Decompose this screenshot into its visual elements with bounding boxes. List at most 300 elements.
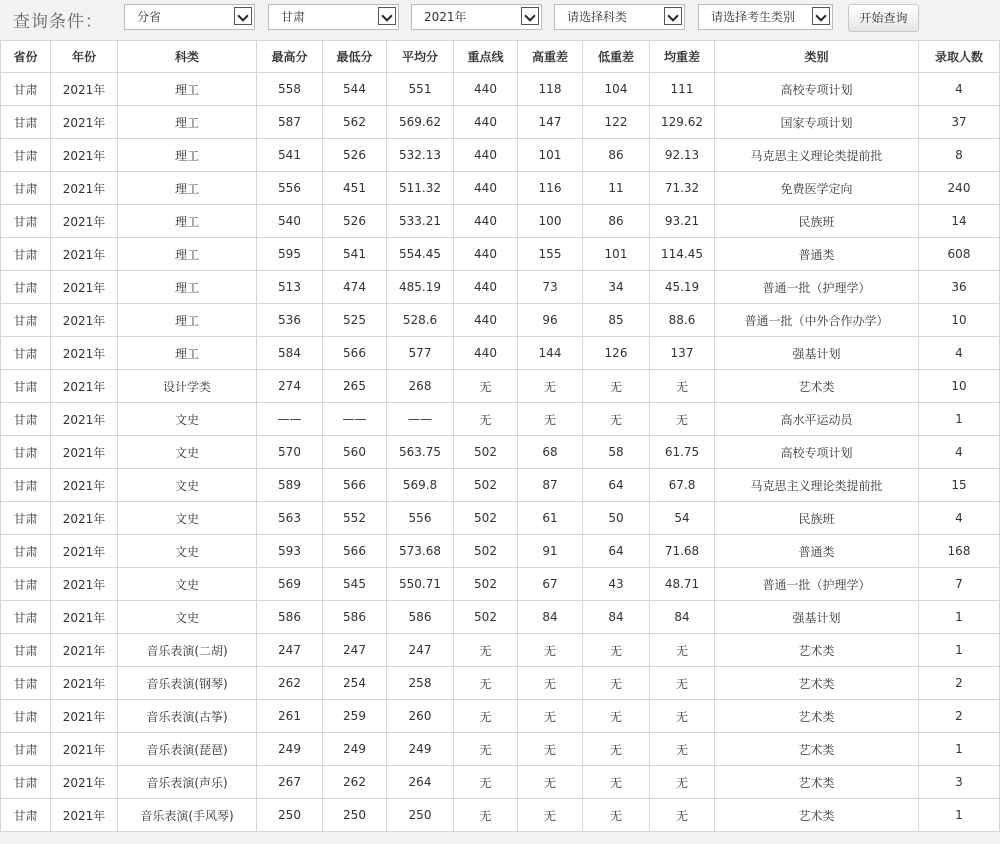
table-row (1, 667, 999, 699)
cell-high-diff: 无 (518, 370, 582, 402)
table-header (1, 41, 999, 72)
subject-select-value: 请选择科类 (567, 10, 628, 24)
cell-min-score: 249 (323, 733, 386, 765)
cell-subject: 音乐表演(二胡) (118, 634, 256, 666)
cell-admitted-count: 14 (919, 205, 999, 237)
cell-admitted-count: 2 (919, 700, 999, 732)
cell-subject: 文史 (118, 535, 256, 567)
cell-high-diff: 68 (518, 436, 582, 468)
cell-year: 2021年 (51, 73, 117, 105)
cell-category: 高水平运动员 (715, 403, 918, 435)
table-row (1, 733, 999, 765)
cell-year: 2021年 (51, 700, 117, 732)
cell-province: 甘肃 (1, 238, 50, 270)
cell-key-line: 无 (454, 700, 517, 732)
cell-min-score: 526 (323, 139, 386, 171)
cell-province: 甘肃 (1, 799, 50, 831)
cell-max-score: 274 (257, 370, 322, 402)
cell-avg-score: 586 (387, 601, 453, 633)
cell-admitted-count: 1 (919, 403, 999, 435)
cell-high-diff: 无 (518, 700, 582, 732)
table-row (1, 172, 999, 204)
cell-avg-score: 554.45 (387, 238, 453, 270)
cell-avg-score: 569.62 (387, 106, 453, 138)
cell-province: 甘肃 (1, 436, 50, 468)
cell-year: 2021年 (51, 634, 117, 666)
filter-bar (0, 0, 1000, 40)
cell-low-diff: 104 (583, 73, 649, 105)
cell-key-line: 502 (454, 535, 517, 567)
cell-key-line: 440 (454, 271, 517, 303)
cell-category: 高校专项计划 (715, 73, 918, 105)
cell-subject: 文史 (118, 601, 256, 633)
cell-min-score: 474 (323, 271, 386, 303)
cell-province: 甘肃 (1, 403, 50, 435)
cell-avg-score: 563.75 (387, 436, 453, 468)
cell-key-line: 无 (454, 733, 517, 765)
cell-key-line: 440 (454, 106, 517, 138)
cell-max-score: 536 (257, 304, 322, 336)
chevron-down-icon (234, 7, 252, 25)
cell-admitted-count: 1 (919, 799, 999, 831)
cell-admitted-count: 1 (919, 733, 999, 765)
cell-min-score: 566 (323, 535, 386, 567)
cell-year: 2021年 (51, 535, 117, 567)
cell-max-score: 261 (257, 700, 322, 732)
cell-high-diff: 147 (518, 106, 582, 138)
cell-year: 2021年 (51, 601, 117, 633)
cell-key-line: 无 (454, 634, 517, 666)
cell-admitted-count: 4 (919, 436, 999, 468)
cell-high-diff: 155 (518, 238, 582, 270)
cell-avg-diff: 45.19 (650, 271, 714, 303)
year-select[interactable] (411, 4, 542, 30)
cell-max-score: 589 (257, 469, 322, 501)
cell-category: 免费医学定向 (715, 172, 918, 204)
table-row (1, 700, 999, 732)
cell-category: 马克思主义理论类提前批 (715, 469, 918, 501)
cell-avg-diff: 48.71 (650, 568, 714, 600)
column-header-min-score: 最低分 (323, 41, 386, 72)
cell-key-line: 440 (454, 205, 517, 237)
cell-high-diff: 91 (518, 535, 582, 567)
cell-year: 2021年 (51, 139, 117, 171)
cell-avg-diff: 93.21 (650, 205, 714, 237)
cell-category: 民族班 (715, 502, 918, 534)
cell-high-diff: 73 (518, 271, 582, 303)
cell-avg-diff: 88.6 (650, 304, 714, 336)
cell-subject: 音乐表演(钢琴) (118, 667, 256, 699)
cell-year: 2021年 (51, 436, 117, 468)
cell-subject: 音乐表演(古筝) (118, 700, 256, 732)
cell-key-line: 440 (454, 73, 517, 105)
cell-avg-diff: 92.13 (650, 139, 714, 171)
cell-low-diff: 34 (583, 271, 649, 303)
cell-low-diff: 126 (583, 337, 649, 369)
cell-high-diff: 无 (518, 667, 582, 699)
cell-min-score: 250 (323, 799, 386, 831)
cell-max-score: 249 (257, 733, 322, 765)
table-row (1, 370, 999, 402)
cell-province: 甘肃 (1, 205, 50, 237)
cell-min-score: 586 (323, 601, 386, 633)
cell-key-line: 无 (454, 799, 517, 831)
cell-avg-score: 569.8 (387, 469, 453, 501)
cell-category: 普通一批（护理学） (715, 568, 918, 600)
chevron-down-icon (378, 7, 396, 25)
cell-year: 2021年 (51, 502, 117, 534)
cell-admitted-count: 240 (919, 172, 999, 204)
cell-low-diff: 43 (583, 568, 649, 600)
cell-category: 艺术类 (715, 733, 918, 765)
cell-avg-score: 573.68 (387, 535, 453, 567)
chevron-down-icon (664, 7, 682, 25)
cell-admitted-count: 37 (919, 106, 999, 138)
table-row (1, 799, 999, 831)
cell-max-score: 250 (257, 799, 322, 831)
cell-min-score: 254 (323, 667, 386, 699)
cell-admitted-count: 3 (919, 766, 999, 798)
cell-min-score: 451 (323, 172, 386, 204)
cell-avg-diff: 54 (650, 502, 714, 534)
cell-high-diff: 96 (518, 304, 582, 336)
cell-min-score: 545 (323, 568, 386, 600)
cell-avg-diff: 无 (650, 403, 714, 435)
cell-low-diff: 50 (583, 502, 649, 534)
cell-max-score: —— (257, 403, 322, 435)
cell-admitted-count: 1 (919, 601, 999, 633)
cell-avg-score: 551 (387, 73, 453, 105)
cell-high-diff: 无 (518, 403, 582, 435)
cell-province: 甘肃 (1, 73, 50, 105)
cell-category: 艺术类 (715, 370, 918, 402)
cell-avg-diff: 84 (650, 601, 714, 633)
cell-province: 甘肃 (1, 634, 50, 666)
cell-key-line: 502 (454, 469, 517, 501)
cell-province: 甘肃 (1, 139, 50, 171)
cell-year: 2021年 (51, 766, 117, 798)
cell-key-line: 无 (454, 667, 517, 699)
cell-high-diff: 无 (518, 733, 582, 765)
search-button[interactable]: 开始查询 (848, 4, 919, 32)
cell-admitted-count: 10 (919, 370, 999, 402)
cell-max-score: 563 (257, 502, 322, 534)
cell-year: 2021年 (51, 205, 117, 237)
scope-select[interactable] (124, 4, 255, 30)
cell-avg-diff: 无 (650, 700, 714, 732)
scope-select-value: 分省 (137, 10, 162, 24)
cell-key-line: 440 (454, 172, 517, 204)
chevron-down-icon (812, 7, 830, 25)
cell-low-diff: 85 (583, 304, 649, 336)
region-select-value: 甘肃 (281, 10, 306, 24)
cell-avg-score: 250 (387, 799, 453, 831)
cell-subject: 理工 (118, 172, 256, 204)
table-row (1, 73, 999, 105)
cell-max-score: 595 (257, 238, 322, 270)
cell-admitted-count: 4 (919, 73, 999, 105)
cell-year: 2021年 (51, 106, 117, 138)
cell-province: 甘肃 (1, 469, 50, 501)
cell-category: 艺术类 (715, 766, 918, 798)
cell-subject: 理工 (118, 205, 256, 237)
cell-admitted-count: 4 (919, 337, 999, 369)
cell-province: 甘肃 (1, 106, 50, 138)
cell-admitted-count: 10 (919, 304, 999, 336)
cell-min-score: —— (323, 403, 386, 435)
cell-year: 2021年 (51, 799, 117, 831)
cell-high-diff: 116 (518, 172, 582, 204)
cell-avg-diff: 114.45 (650, 238, 714, 270)
cell-max-score: 558 (257, 73, 322, 105)
cell-high-diff: 无 (518, 766, 582, 798)
cell-category: 国家专项计划 (715, 106, 918, 138)
cell-subject: 文史 (118, 403, 256, 435)
table-row (1, 502, 999, 534)
cell-key-line: 无 (454, 403, 517, 435)
table-row (1, 304, 999, 336)
cell-admitted-count: 608 (919, 238, 999, 270)
cell-year: 2021年 (51, 469, 117, 501)
cell-province: 甘肃 (1, 667, 50, 699)
cell-low-diff: 无 (583, 766, 649, 798)
cell-high-diff: 100 (518, 205, 582, 237)
cell-subject: 理工 (118, 106, 256, 138)
cell-high-diff: 无 (518, 634, 582, 666)
cell-subject: 设计学类 (118, 370, 256, 402)
cell-max-score: 556 (257, 172, 322, 204)
cell-high-diff: 87 (518, 469, 582, 501)
cell-avg-diff: 无 (650, 370, 714, 402)
table-row (1, 568, 999, 600)
category-select[interactable] (698, 4, 833, 30)
cell-subject: 音乐表演(声乐) (118, 766, 256, 798)
category-select-value: 请选择考生类别 (711, 10, 796, 24)
column-header-key-line: 重点线 (454, 41, 517, 72)
cell-low-diff: 无 (583, 634, 649, 666)
cell-admitted-count: 36 (919, 271, 999, 303)
cell-key-line: 440 (454, 304, 517, 336)
cell-low-diff: 无 (583, 733, 649, 765)
cell-max-score: 540 (257, 205, 322, 237)
cell-low-diff: 64 (583, 535, 649, 567)
cell-province: 甘肃 (1, 502, 50, 534)
cell-low-diff: 86 (583, 205, 649, 237)
chevron-down-icon (521, 7, 539, 25)
cell-category: 普通类 (715, 238, 918, 270)
cell-min-score: 560 (323, 436, 386, 468)
cell-subject: 音乐表演(手风琴) (118, 799, 256, 831)
cell-year: 2021年 (51, 238, 117, 270)
cell-avg-score: 260 (387, 700, 453, 732)
cell-avg-diff: 137 (650, 337, 714, 369)
table-row (1, 469, 999, 501)
year-select-value: 2021年 (424, 10, 467, 24)
cell-province: 甘肃 (1, 766, 50, 798)
cell-subject: 音乐表演(琵琶) (118, 733, 256, 765)
cell-min-score: 265 (323, 370, 386, 402)
cell-province: 甘肃 (1, 535, 50, 567)
cell-year: 2021年 (51, 271, 117, 303)
cell-max-score: 584 (257, 337, 322, 369)
cell-min-score: 541 (323, 238, 386, 270)
cell-low-diff: 84 (583, 601, 649, 633)
column-header-admitted-count: 录取人数 (919, 41, 999, 72)
cell-year: 2021年 (51, 667, 117, 699)
cell-year: 2021年 (51, 172, 117, 204)
cell-admitted-count: 168 (919, 535, 999, 567)
cell-province: 甘肃 (1, 568, 50, 600)
cell-admitted-count: 7 (919, 568, 999, 600)
cell-high-diff: 101 (518, 139, 582, 171)
cell-subject: 文史 (118, 469, 256, 501)
table-row (1, 766, 999, 798)
cell-category: 强基计划 (715, 601, 918, 633)
cell-avg-diff: 无 (650, 634, 714, 666)
cell-admitted-count: 8 (919, 139, 999, 171)
region-select[interactable] (268, 4, 399, 30)
cell-max-score: 587 (257, 106, 322, 138)
table-row (1, 106, 999, 138)
cell-max-score: 593 (257, 535, 322, 567)
cell-year: 2021年 (51, 337, 117, 369)
cell-low-diff: 122 (583, 106, 649, 138)
cell-subject: 理工 (118, 337, 256, 369)
cell-avg-score: —— (387, 403, 453, 435)
cell-subject: 理工 (118, 304, 256, 336)
column-header-category: 类别 (715, 41, 918, 72)
cell-category: 艺术类 (715, 700, 918, 732)
cell-avg-score: 268 (387, 370, 453, 402)
cell-avg-score: 550.71 (387, 568, 453, 600)
cell-avg-diff: 无 (650, 799, 714, 831)
cell-admitted-count: 2 (919, 667, 999, 699)
cell-high-diff: 144 (518, 337, 582, 369)
cell-subject: 理工 (118, 73, 256, 105)
cell-province: 甘肃 (1, 700, 50, 732)
table-row (1, 535, 999, 567)
cell-admitted-count: 4 (919, 502, 999, 534)
cell-low-diff: 无 (583, 403, 649, 435)
cell-key-line: 无 (454, 766, 517, 798)
cell-admitted-count: 1 (919, 634, 999, 666)
cell-province: 甘肃 (1, 271, 50, 303)
cell-avg-diff: 无 (650, 766, 714, 798)
cell-low-diff: 11 (583, 172, 649, 204)
table-row (1, 238, 999, 270)
cell-category: 普通类 (715, 535, 918, 567)
cell-category: 普通一批（护理学） (715, 271, 918, 303)
cell-category: 高校专项计划 (715, 436, 918, 468)
cell-category: 民族班 (715, 205, 918, 237)
results-table (0, 40, 1000, 832)
cell-subject: 理工 (118, 139, 256, 171)
cell-province: 甘肃 (1, 304, 50, 336)
cell-high-diff: 84 (518, 601, 582, 633)
cell-key-line: 440 (454, 238, 517, 270)
cell-category: 普通一批（中外合作办学） (715, 304, 918, 336)
table-row (1, 403, 999, 435)
cell-key-line: 440 (454, 139, 517, 171)
cell-high-diff: 67 (518, 568, 582, 600)
cell-min-score: 544 (323, 73, 386, 105)
cell-year: 2021年 (51, 304, 117, 336)
cell-avg-diff: 129.62 (650, 106, 714, 138)
cell-key-line: 440 (454, 337, 517, 369)
cell-low-diff: 无 (583, 370, 649, 402)
table-row (1, 601, 999, 633)
cell-low-diff: 86 (583, 139, 649, 171)
table-row (1, 139, 999, 171)
cell-min-score: 247 (323, 634, 386, 666)
cell-min-score: 262 (323, 766, 386, 798)
cell-max-score: 541 (257, 139, 322, 171)
cell-avg-score: 511.32 (387, 172, 453, 204)
filter-label: 查询条件： (13, 12, 103, 32)
cell-low-diff: 101 (583, 238, 649, 270)
cell-low-diff: 58 (583, 436, 649, 468)
cell-max-score: 267 (257, 766, 322, 798)
cell-min-score: 525 (323, 304, 386, 336)
cell-key-line: 502 (454, 601, 517, 633)
cell-avg-diff: 71.32 (650, 172, 714, 204)
cell-avg-score: 247 (387, 634, 453, 666)
column-header-avg-diff: 均重差 (650, 41, 714, 72)
cell-year: 2021年 (51, 733, 117, 765)
column-header-max-score: 最高分 (257, 41, 322, 72)
cell-province: 甘肃 (1, 601, 50, 633)
cell-avg-score: 532.13 (387, 139, 453, 171)
cell-category: 艺术类 (715, 667, 918, 699)
cell-min-score: 562 (323, 106, 386, 138)
cell-avg-score: 249 (387, 733, 453, 765)
column-header-low-diff: 低重差 (583, 41, 649, 72)
cell-category: 强基计划 (715, 337, 918, 369)
column-header-high-diff: 高重差 (518, 41, 582, 72)
table-row (1, 337, 999, 369)
table-row (1, 205, 999, 237)
cell-avg-score: 556 (387, 502, 453, 534)
cell-subject: 文史 (118, 502, 256, 534)
subject-select[interactable] (554, 4, 685, 30)
cell-category: 艺术类 (715, 634, 918, 666)
cell-avg-score: 264 (387, 766, 453, 798)
cell-avg-score: 577 (387, 337, 453, 369)
column-header-subject: 科类 (118, 41, 256, 72)
cell-key-line: 502 (454, 568, 517, 600)
cell-min-score: 526 (323, 205, 386, 237)
cell-avg-score: 485.19 (387, 271, 453, 303)
cell-key-line: 502 (454, 436, 517, 468)
cell-min-score: 566 (323, 469, 386, 501)
column-header-year: 年份 (51, 41, 117, 72)
cell-max-score: 247 (257, 634, 322, 666)
cell-subject: 理工 (118, 271, 256, 303)
cell-low-diff: 无 (583, 667, 649, 699)
cell-high-diff: 无 (518, 799, 582, 831)
cell-key-line: 无 (454, 370, 517, 402)
cell-avg-diff: 71.68 (650, 535, 714, 567)
cell-province: 甘肃 (1, 337, 50, 369)
cell-avg-diff: 61.75 (650, 436, 714, 468)
cell-max-score: 586 (257, 601, 322, 633)
cell-province: 甘肃 (1, 733, 50, 765)
cell-province: 甘肃 (1, 172, 50, 204)
table-row (1, 436, 999, 468)
cell-max-score: 569 (257, 568, 322, 600)
cell-low-diff: 无 (583, 700, 649, 732)
cell-high-diff: 61 (518, 502, 582, 534)
